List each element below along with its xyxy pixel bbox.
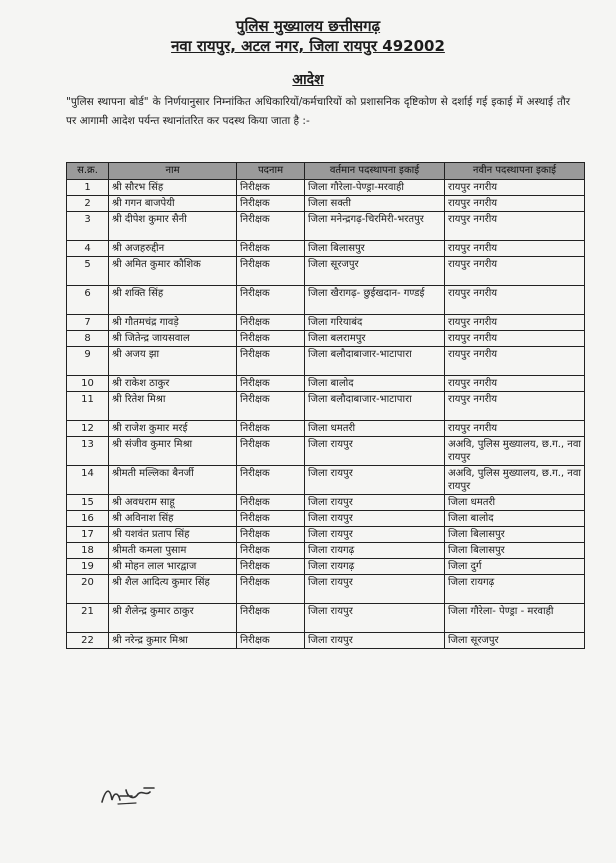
cell-name: श्री दीपेश कुमार सैनी	[109, 212, 237, 241]
cell-serial: 21	[67, 604, 109, 633]
cell-rank: निरीक्षक	[237, 212, 305, 241]
cell-rank: निरीक्षक	[237, 437, 305, 466]
cell-current-posting: जिला सूरजपुर	[305, 257, 445, 286]
header-new-posting: नवीन पदस्थापना इकाई	[445, 163, 585, 180]
table-row	[67, 286, 585, 315]
cell-name: श्रीमती कमला पुसाम	[109, 543, 237, 559]
cell-serial: 11	[67, 392, 109, 421]
cell-serial: 7	[67, 315, 109, 331]
cell-name: श्री शैलेन्द्र कुमार ठाकुर	[109, 604, 237, 633]
cell-current-posting: जिला रायपुर	[305, 575, 445, 604]
cell-current-posting: जिला रायपुर	[305, 604, 445, 633]
cell-current-posting: जिला रायपुर	[305, 527, 445, 543]
table-row	[67, 196, 585, 212]
cell-rank: निरीक्षक	[237, 257, 305, 286]
table-row	[67, 633, 585, 649]
table-row	[67, 315, 585, 331]
cell-new-posting: जिला रायगढ़	[445, 575, 585, 604]
cell-new-posting: जिला गौरेला- पेण्ड्रा - मरवाही	[445, 604, 585, 633]
cell-serial: 15	[67, 495, 109, 511]
cell-rank: निरीक्षक	[237, 604, 305, 633]
cell-name: श्री सौरभ सिंह	[109, 180, 237, 196]
cell-serial: 4	[67, 241, 109, 257]
cell-current-posting: जिला रायपुर	[305, 511, 445, 527]
cell-serial: 17	[67, 527, 109, 543]
cell-name: श्री यशवंत प्रताप सिंह	[109, 527, 237, 543]
cell-current-posting: जिला खैरागढ़- छुईखदान- गण्डई	[305, 286, 445, 315]
cell-current-posting: जिला बलौदाबाजार-भाटापारा	[305, 392, 445, 421]
cell-new-posting: रायपुर नगरीय	[445, 392, 585, 421]
cell-serial: 12	[67, 421, 109, 437]
cell-new-posting: रायपुर नगरीय	[445, 315, 585, 331]
table-row	[67, 527, 585, 543]
cell-serial: 1	[67, 180, 109, 196]
cell-rank: निरीक्षक	[237, 315, 305, 331]
cell-new-posting: रायपुर नगरीय	[445, 241, 585, 257]
cell-serial: 14	[67, 466, 109, 495]
table-row	[67, 180, 585, 196]
table-row	[67, 257, 585, 286]
cell-name: श्री अजहरुद्दीन	[109, 241, 237, 257]
table-body	[67, 180, 585, 649]
table-row	[67, 347, 585, 376]
cell-new-posting: जिला दुर्ग	[445, 559, 585, 575]
table-row	[67, 575, 585, 604]
cell-current-posting: जिला रायगढ़	[305, 559, 445, 575]
cell-rank: निरीक्षक	[237, 543, 305, 559]
header-name: नाम	[109, 163, 237, 180]
cell-serial: 10	[67, 376, 109, 392]
header-address: नवा रायपुर, अटल नगर, जिला रायपुर 492002	[171, 37, 445, 55]
cell-name: श्री अवधराम साहू	[109, 495, 237, 511]
cell-current-posting: जिला धमतरी	[305, 421, 445, 437]
cell-new-posting: अअवि, पुलिस मुख्यालय, छ.ग., नवा रायपुर	[445, 466, 585, 495]
cell-new-posting: रायपुर नगरीय	[445, 347, 585, 376]
table-row	[67, 241, 585, 257]
cell-rank: निरीक्षक	[237, 392, 305, 421]
cell-name: श्री गौतमचंद्र गावड़े	[109, 315, 237, 331]
cell-current-posting: जिला रायपुर	[305, 466, 445, 495]
cell-rank: निरीक्षक	[237, 376, 305, 392]
cell-rank: निरीक्षक	[237, 527, 305, 543]
cell-new-posting: रायपुर नगरीय	[445, 421, 585, 437]
cell-current-posting: जिला रायपुर	[305, 437, 445, 466]
cell-rank: निरीक्षक	[237, 180, 305, 196]
cell-rank: निरीक्षक	[237, 347, 305, 376]
cell-new-posting: रायपुर नगरीय	[445, 180, 585, 196]
cell-rank: निरीक्षक	[237, 196, 305, 212]
cell-name: श्रीमती मल्लिका बैनर्जी	[109, 466, 237, 495]
cell-name: श्री राजेश कुमार मरई	[109, 421, 237, 437]
signature-mark	[98, 782, 162, 808]
cell-current-posting: जिला रायपुर	[305, 633, 445, 649]
cell-serial: 8	[67, 331, 109, 347]
cell-new-posting: रायपुर नगरीय	[445, 376, 585, 392]
cell-new-posting: जिला बिलासपुर	[445, 543, 585, 559]
cell-serial: 19	[67, 559, 109, 575]
cell-new-posting: रायपुर नगरीय	[445, 331, 585, 347]
table-row	[67, 212, 585, 241]
table-row	[67, 421, 585, 437]
cell-current-posting: जिला सक्ती	[305, 196, 445, 212]
table-row	[67, 543, 585, 559]
cell-rank: निरीक्षक	[237, 575, 305, 604]
cell-current-posting: जिला गरियाबंद	[305, 315, 445, 331]
cell-rank: निरीक्षक	[237, 331, 305, 347]
cell-serial: 20	[67, 575, 109, 604]
cell-rank: निरीक्षक	[237, 511, 305, 527]
cell-current-posting: जिला बालोद	[305, 376, 445, 392]
intro-paragraph: "पुलिस स्थापना बोर्ड" के निर्णयानुसार निम्नांकित अधिकारियों/कर्मचारियों को प्रशासनिक दृष्टिकोण से दर्शाई गई इकाई में अस्थाई तौर पर आगामी आदेश पर्यन्त स्थानांतरित कर पदस्थ किया जाता है :-	[66, 96, 570, 127]
header-current-posting: वर्तमान पदस्थापना इकाई	[305, 163, 445, 180]
cell-serial: 6	[67, 286, 109, 315]
header-rank: पदनाम	[237, 163, 305, 180]
cell-serial: 2	[67, 196, 109, 212]
cell-current-posting: जिला रायगढ़	[305, 543, 445, 559]
cell-current-posting: जिला बिलासपुर	[305, 241, 445, 257]
cell-new-posting: जिला बालोद	[445, 511, 585, 527]
cell-new-posting: रायपुर नगरीय	[445, 286, 585, 315]
cell-new-posting: अअवि, पुलिस मुख्यालय, छ.ग., नवा रायपुर	[445, 437, 585, 466]
cell-new-posting: जिला बिलासपुर	[445, 527, 585, 543]
cell-rank: निरीक्षक	[237, 466, 305, 495]
table-header-row	[67, 163, 585, 180]
cell-serial: 9	[67, 347, 109, 376]
table-row	[67, 392, 585, 421]
table-row	[67, 495, 585, 511]
cell-rank: निरीक्षक	[237, 633, 305, 649]
cell-serial: 22	[67, 633, 109, 649]
cell-name: श्री गगन बाजपेयी	[109, 196, 237, 212]
order-title: आदेश	[292, 72, 324, 88]
table-row	[67, 559, 585, 575]
cell-current-posting: जिला बलौदाबाजार-भाटापारा	[305, 347, 445, 376]
cell-current-posting: जिला रायपुर	[305, 495, 445, 511]
table-row	[67, 604, 585, 633]
cell-current-posting: जिला बलरामपुर	[305, 331, 445, 347]
cell-new-posting: जिला धमतरी	[445, 495, 585, 511]
cell-rank: निरीक्षक	[237, 241, 305, 257]
cell-name: श्री अविनाश सिंह	[109, 511, 237, 527]
cell-current-posting: जिला मनेन्द्रगढ़-चिरमिरी-भरतपुर	[305, 212, 445, 241]
cell-name: श्री अमित कुमार कौशिक	[109, 257, 237, 286]
cell-serial: 3	[67, 212, 109, 241]
cell-serial: 16	[67, 511, 109, 527]
cell-new-posting: रायपुर नगरीय	[445, 257, 585, 286]
cell-name: श्री नरेन्द्र कुमार मिश्रा	[109, 633, 237, 649]
cell-rank: निरीक्षक	[237, 286, 305, 315]
cell-name: श्री शक्ति सिंह	[109, 286, 237, 315]
cell-name: श्री शैल आदित्य कुमार सिंह	[109, 575, 237, 604]
table-row	[67, 437, 585, 466]
cell-rank: निरीक्षक	[237, 559, 305, 575]
cell-name: श्री जितेन्द्र जायसवाल	[109, 331, 237, 347]
cell-rank: निरीक्षक	[237, 495, 305, 511]
cell-rank: निरीक्षक	[237, 421, 305, 437]
cell-name: श्री अजय झा	[109, 347, 237, 376]
table-row	[67, 466, 585, 495]
transfer-table	[66, 162, 585, 649]
table-row	[67, 511, 585, 527]
header-office-name: पुलिस मुख्यालय छत्तीसगढ़	[235, 17, 381, 35]
cell-name: श्री राकेश ठाकुर	[109, 376, 237, 392]
cell-new-posting: रायपुर नगरीय	[445, 196, 585, 212]
cell-serial: 13	[67, 437, 109, 466]
header-serial: स.क्र.	[67, 163, 109, 180]
cell-name: श्री मोहन लाल भारद्वाज	[109, 559, 237, 575]
cell-new-posting: जिला सूरजपुर	[445, 633, 585, 649]
table-row	[67, 331, 585, 347]
cell-serial: 5	[67, 257, 109, 286]
cell-current-posting: जिला गौरेला-पेण्ड्रा-मरवाही	[305, 180, 445, 196]
table-row	[67, 376, 585, 392]
cell-new-posting: रायपुर नगरीय	[445, 212, 585, 241]
document-header	[0, 16, 616, 56]
cell-serial: 18	[67, 543, 109, 559]
cell-name: श्री रितेश मिश्रा	[109, 392, 237, 421]
cell-name: श्री संजीव कुमार मिश्रा	[109, 437, 237, 466]
